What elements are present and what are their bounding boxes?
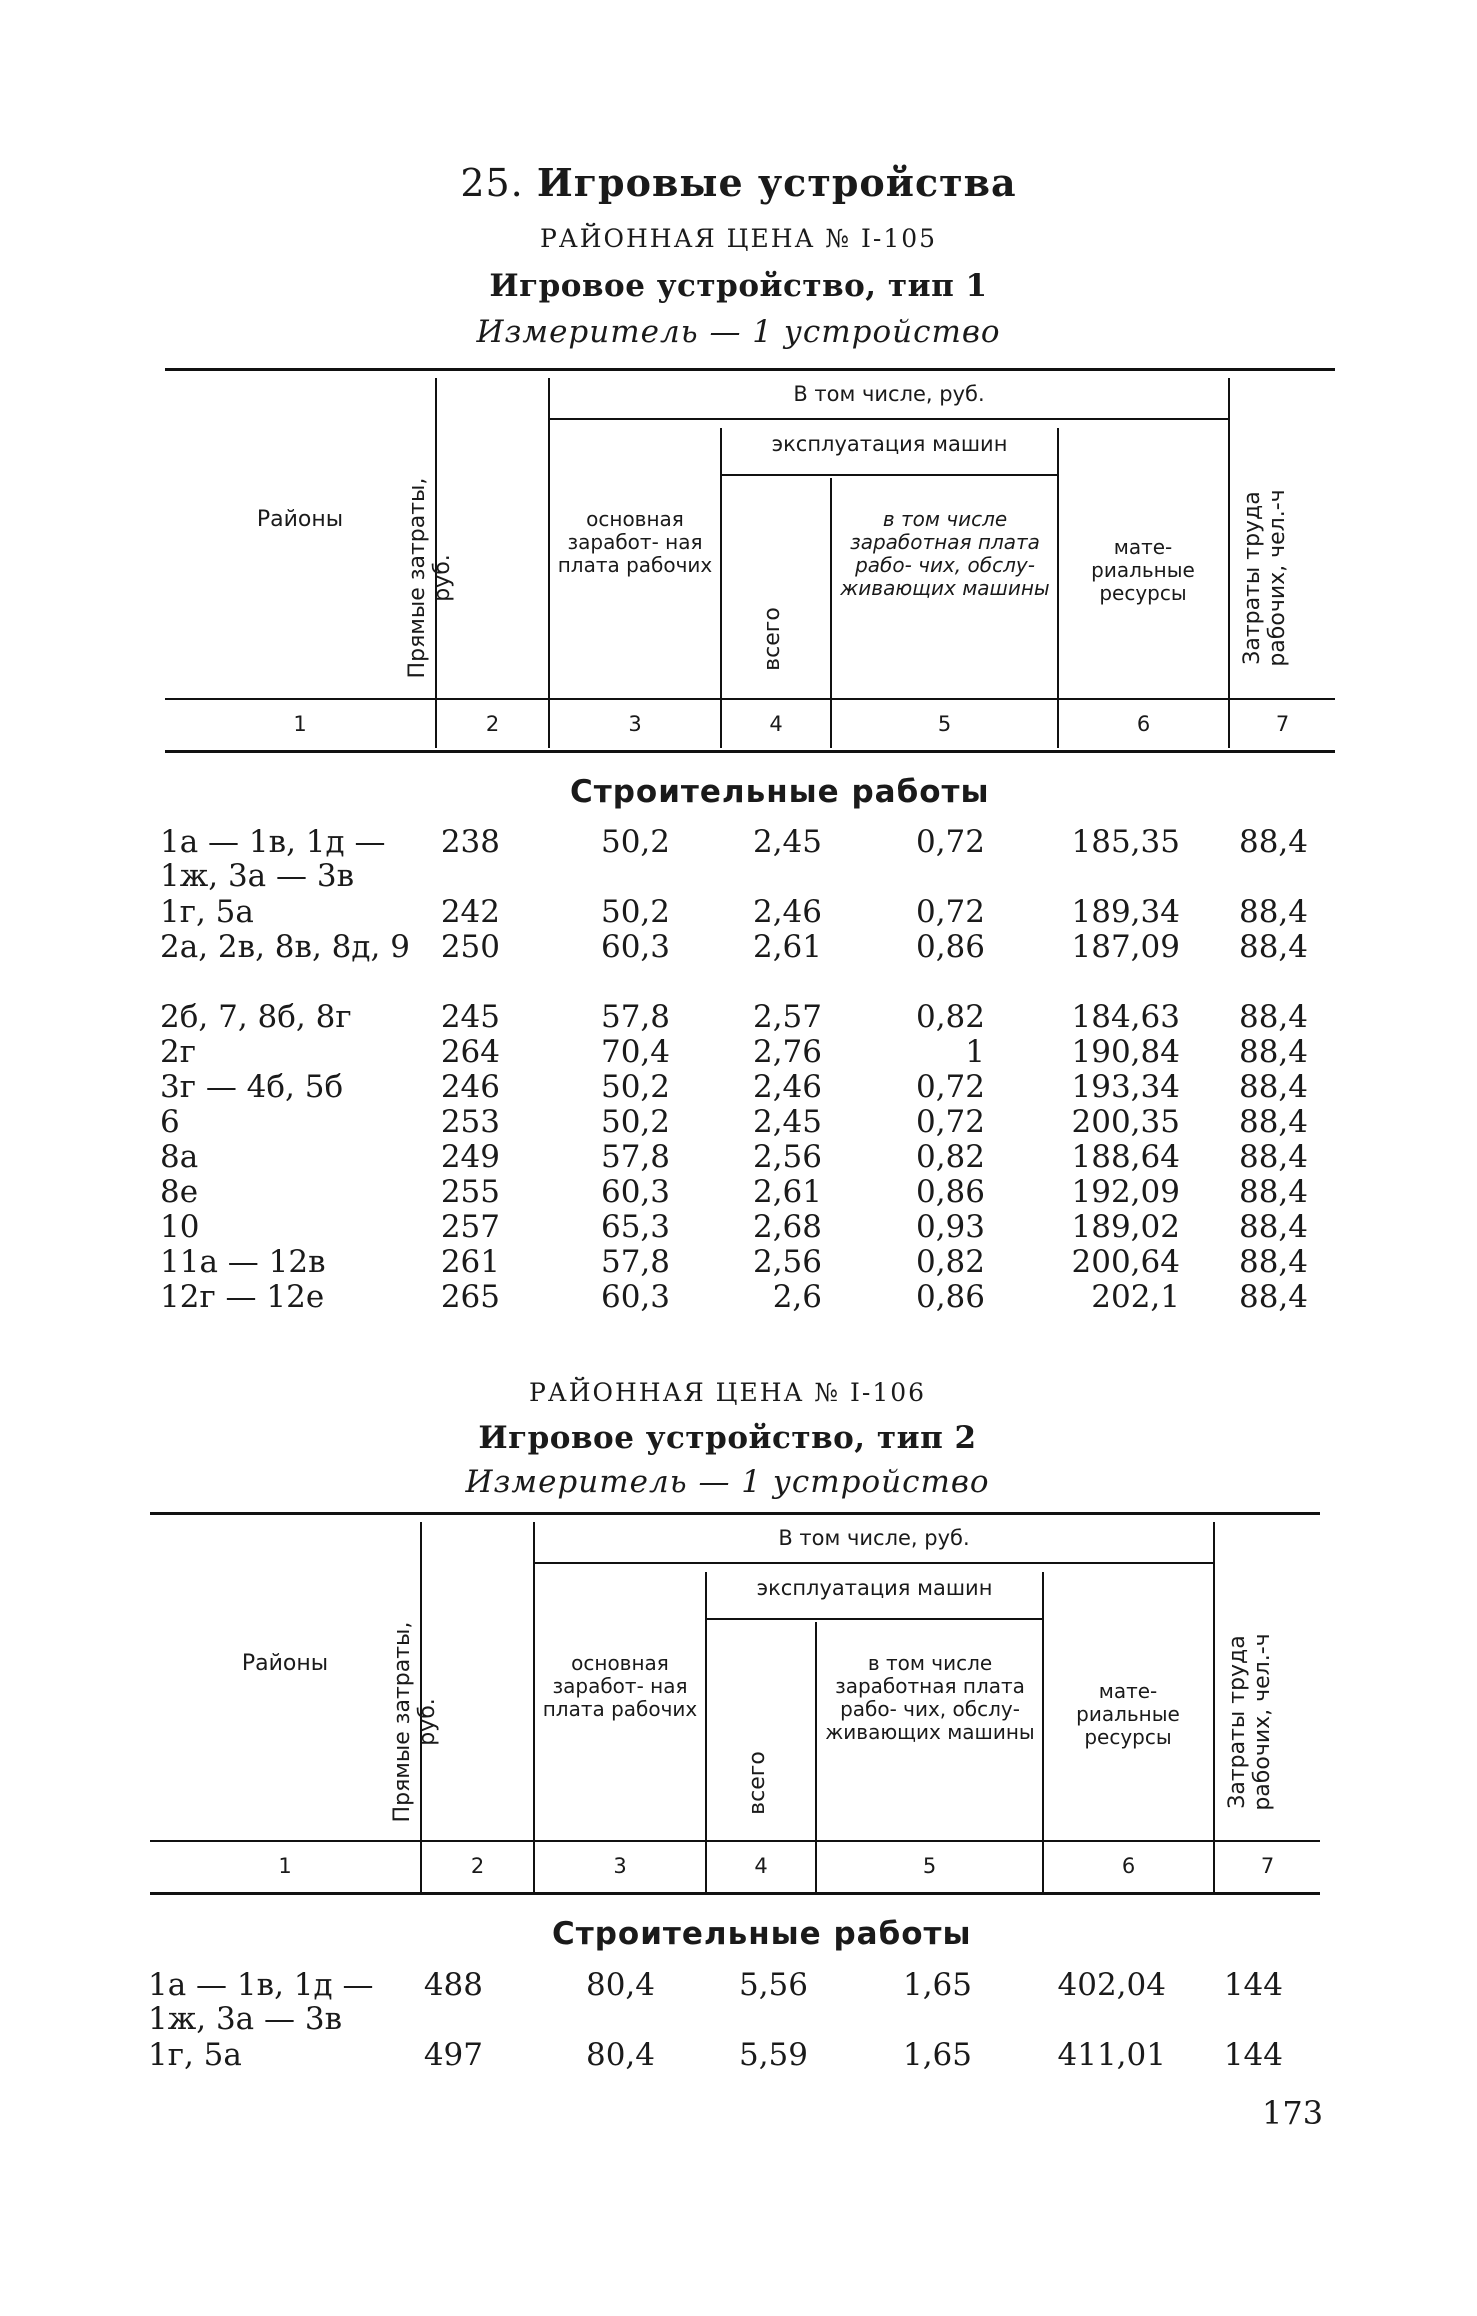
cell-direct: 257 bbox=[440, 1209, 500, 1245]
cell-base-wage: 80,4 bbox=[585, 1967, 655, 2003]
cell-base-wage: 60,3 bbox=[600, 929, 670, 965]
cell-machines-total: 2,61 bbox=[752, 929, 822, 965]
cell-region: 2б, 7, 8б, 8г bbox=[160, 999, 352, 1035]
rule bbox=[150, 1892, 1320, 1895]
measure-2: Измеритель — 1 устройство bbox=[465, 1464, 990, 1500]
rule bbox=[535, 1562, 1213, 1564]
cell-direct: 250 bbox=[440, 929, 500, 965]
cell-labor: 144 bbox=[1223, 1967, 1283, 2003]
cell-machines-wage: 1,65 bbox=[902, 2037, 972, 2073]
cell-region: 6 bbox=[160, 1104, 180, 1140]
cell-base-wage: 60,3 bbox=[600, 1279, 670, 1315]
col-number: 6 bbox=[1136, 712, 1151, 736]
cell-labor: 88,4 bbox=[1238, 1279, 1308, 1315]
cell-machines-wage: 0,86 bbox=[915, 1279, 985, 1315]
header-direct: Прямые затраты, руб. bbox=[390, 1621, 440, 1823]
cell-region: 1а — 1в, 1д — 1ж, 3а — 3в bbox=[160, 824, 386, 894]
cell-base-wage: 57,8 bbox=[600, 1139, 670, 1175]
cell-region: 10 bbox=[160, 1209, 200, 1245]
header-machines-wage: в том числе заработная плата рабо- чих, обслу- живающих машины bbox=[840, 507, 1050, 600]
cell-materials: 402,04 bbox=[1057, 1967, 1166, 2003]
subheading-2: Строительные работы bbox=[552, 1916, 972, 1952]
cell-direct: 246 bbox=[440, 1069, 500, 1105]
cell-direct: 242 bbox=[440, 894, 500, 930]
cell-base-wage: 80,4 bbox=[585, 2037, 655, 2073]
cell-labor: 88,4 bbox=[1238, 1104, 1308, 1140]
cell-base-wage: 50,2 bbox=[600, 824, 670, 860]
cell-direct: 264 bbox=[440, 1034, 500, 1070]
cell-region: 3г — 4б, 5б bbox=[160, 1069, 344, 1105]
cell-machines-wage: 0,93 bbox=[915, 1209, 985, 1245]
cell-direct: 488 bbox=[423, 1967, 483, 2003]
col-number: 4 bbox=[769, 712, 783, 736]
cell-region: 1г, 5а bbox=[160, 894, 254, 930]
cell-labor: 88,4 bbox=[1238, 1244, 1308, 1280]
col-number: 3 bbox=[628, 712, 642, 736]
col-number: 1 bbox=[293, 712, 307, 736]
rule bbox=[707, 1618, 1042, 1620]
section-number: 25. bbox=[460, 161, 524, 205]
device-title-2: Игровое устройство, тип 2 bbox=[478, 1420, 977, 1456]
cell-direct: 245 bbox=[440, 999, 500, 1035]
header-machines-wage: в том числе заработная плата рабо- чих, обслу- живающих машины bbox=[825, 1651, 1035, 1744]
cell-materials: 185,35 bbox=[1071, 824, 1180, 860]
cell-region: 11а — 12в bbox=[160, 1244, 326, 1280]
cell-materials: 200,35 bbox=[1071, 1104, 1180, 1140]
header-machines-total: всего bbox=[760, 607, 785, 671]
cell-machines-total: 2,6 bbox=[772, 1279, 822, 1315]
cell-materials: 189,34 bbox=[1071, 894, 1180, 930]
cell-labor: 88,4 bbox=[1238, 1209, 1308, 1245]
cell-labor: 88,4 bbox=[1238, 1034, 1308, 1070]
cell-machines-total: 2,45 bbox=[752, 1104, 822, 1140]
cell-direct: 261 bbox=[440, 1244, 500, 1280]
cell-machines-total: 2,46 bbox=[752, 1069, 822, 1105]
cell-materials: 200,64 bbox=[1071, 1244, 1180, 1280]
rule bbox=[548, 378, 550, 748]
cell-direct: 249 bbox=[440, 1139, 500, 1175]
cell-machines-total: 5,59 bbox=[738, 2037, 808, 2073]
header-labor: Затраты труда рабочих, чел.-ч bbox=[1240, 489, 1290, 667]
cell-materials: 184,63 bbox=[1071, 999, 1180, 1035]
cell-base-wage: 50,2 bbox=[600, 894, 670, 930]
cell-direct: 238 bbox=[440, 824, 500, 860]
section-title-text: Игровые устройства bbox=[536, 160, 1017, 205]
col-number: 3 bbox=[613, 1854, 627, 1878]
cell-machines-total: 2,76 bbox=[752, 1034, 822, 1070]
cell-labor: 88,4 bbox=[1238, 999, 1308, 1035]
col-number: 6 bbox=[1121, 1854, 1136, 1878]
header-labor: Затраты труда рабочих, чел.-ч bbox=[1225, 1633, 1275, 1811]
cell-direct: 255 bbox=[440, 1174, 500, 1210]
cell-direct: 497 bbox=[423, 2037, 483, 2073]
cell-materials: 202,1 bbox=[1091, 1279, 1180, 1315]
cell-machines-total: 2,56 bbox=[752, 1139, 822, 1175]
rule bbox=[150, 1840, 1320, 1842]
cell-base-wage: 50,2 bbox=[600, 1069, 670, 1105]
col-number: 5 bbox=[937, 712, 952, 736]
cell-base-wage: 70,4 bbox=[600, 1034, 670, 1070]
cell-region: 12г — 12е bbox=[160, 1279, 325, 1315]
cell-labor: 144 bbox=[1223, 2037, 1283, 2073]
cell-region: 8е bbox=[160, 1174, 199, 1210]
section-title bbox=[0, 160, 1477, 205]
col-number: 2 bbox=[470, 1854, 485, 1878]
header-base-wage: основная заработ- ная плата рабочих bbox=[557, 507, 713, 577]
cell-labor: 88,4 bbox=[1238, 1139, 1308, 1175]
cell-region: 8а bbox=[160, 1139, 199, 1175]
cell-machines-wage: 0,82 bbox=[915, 1244, 985, 1280]
cell-region: 2г bbox=[160, 1034, 196, 1070]
rule bbox=[550, 418, 1228, 420]
cell-machines-wage: 0,72 bbox=[915, 1069, 985, 1105]
cell-base-wage: 57,8 bbox=[600, 1244, 670, 1280]
cell-machines-total: 2,45 bbox=[752, 824, 822, 860]
col-number: 1 bbox=[278, 1854, 292, 1878]
cell-base-wage: 60,3 bbox=[600, 1174, 670, 1210]
page-number: 173 bbox=[1262, 2094, 1324, 2132]
subheading-1: Строительные работы bbox=[570, 774, 990, 810]
cell-labor: 88,4 bbox=[1238, 894, 1308, 930]
cell-materials: 188,64 bbox=[1071, 1139, 1180, 1175]
header-including: В том числе, руб. bbox=[793, 382, 985, 406]
rule bbox=[815, 1622, 817, 1892]
cell-labor: 88,4 bbox=[1238, 1174, 1308, 1210]
measure-1: Измеритель — 1 устройство bbox=[476, 314, 1001, 350]
cell-base-wage: 50,2 bbox=[600, 1104, 670, 1140]
header-machines-total: всего bbox=[745, 1751, 770, 1815]
header-materials: мате- риальные ресурсы bbox=[1076, 1679, 1180, 1749]
cell-materials: 187,09 bbox=[1071, 929, 1180, 965]
price-label-2: РАЙОННАЯ ЦЕНА № I-106 bbox=[528, 1378, 927, 1407]
header-materials: мате- риальные ресурсы bbox=[1091, 535, 1195, 605]
rule bbox=[705, 1572, 707, 1892]
rule bbox=[533, 1522, 535, 1892]
col-number: 4 bbox=[754, 1854, 768, 1878]
header-regions: Районы bbox=[256, 507, 344, 532]
cell-materials: 192,09 bbox=[1071, 1174, 1180, 1210]
col-number: 7 bbox=[1260, 1854, 1275, 1878]
cell-machines-total: 2,56 bbox=[752, 1244, 822, 1280]
rule bbox=[722, 474, 1057, 476]
cell-machines-wage: 0,72 bbox=[915, 1104, 985, 1140]
rule bbox=[720, 428, 722, 748]
cell-machines-total: 2,61 bbox=[752, 1174, 822, 1210]
cell-machines-wage: 0,86 bbox=[915, 1174, 985, 1210]
rule bbox=[165, 750, 1335, 753]
header-machines: эксплуатация машин bbox=[756, 1576, 993, 1600]
cell-machines-total: 2,46 bbox=[752, 894, 822, 930]
cell-machines-total: 5,56 bbox=[738, 1967, 808, 2003]
col-number: 2 bbox=[485, 712, 500, 736]
cell-machines-wage: 1 bbox=[965, 1034, 985, 1070]
col-number: 5 bbox=[922, 1854, 937, 1878]
rule bbox=[165, 368, 1335, 371]
cell-machines-wage: 0,82 bbox=[915, 1139, 985, 1175]
cell-materials: 189,02 bbox=[1071, 1209, 1180, 1245]
cell-machines-wage: 0,72 bbox=[915, 894, 985, 930]
cell-materials: 190,84 bbox=[1071, 1034, 1180, 1070]
header-direct: Прямые затраты, руб. bbox=[405, 477, 455, 679]
header-base-wage: основная заработ- ная плата рабочих bbox=[542, 1651, 698, 1721]
header-machines: эксплуатация машин bbox=[771, 432, 1008, 456]
cell-machines-total: 2,68 bbox=[752, 1209, 822, 1245]
cell-machines-wage: 0,82 bbox=[915, 999, 985, 1035]
rule bbox=[830, 478, 832, 748]
rule bbox=[1228, 378, 1230, 748]
rule bbox=[1213, 1522, 1215, 1892]
rule bbox=[150, 1512, 1320, 1515]
cell-region: 1г, 5а bbox=[148, 2037, 242, 2073]
cell-materials: 193,34 bbox=[1071, 1069, 1180, 1105]
cell-machines-wage: 1,65 bbox=[902, 1967, 972, 2003]
rule bbox=[165, 698, 1335, 700]
cell-machines-total: 2,57 bbox=[752, 999, 822, 1035]
header-including: В том числе, руб. bbox=[778, 1526, 970, 1550]
price-label-1: РАЙОННАЯ ЦЕНА № I-105 bbox=[539, 224, 938, 253]
cell-base-wage: 65,3 bbox=[600, 1209, 670, 1245]
cell-labor: 88,4 bbox=[1238, 824, 1308, 860]
cell-direct: 253 bbox=[440, 1104, 500, 1140]
cell-region: 2а, 2в, 8в, 8д, 9 bbox=[160, 929, 410, 965]
cell-labor: 88,4 bbox=[1238, 929, 1308, 965]
cell-base-wage: 57,8 bbox=[600, 999, 670, 1035]
cell-materials: 411,01 bbox=[1057, 2037, 1166, 2073]
cell-machines-wage: 0,86 bbox=[915, 929, 985, 965]
cell-region: 1а — 1в, 1д — 1ж, 3а — 3в bbox=[148, 1967, 374, 2037]
cell-direct: 265 bbox=[440, 1279, 500, 1315]
cell-labor: 88,4 bbox=[1238, 1069, 1308, 1105]
device-title-1: Игровое устройство, тип 1 bbox=[489, 268, 988, 304]
col-number: 7 bbox=[1275, 712, 1290, 736]
cell-machines-wage: 0,72 bbox=[915, 824, 985, 860]
header-regions: Районы bbox=[241, 1651, 329, 1676]
